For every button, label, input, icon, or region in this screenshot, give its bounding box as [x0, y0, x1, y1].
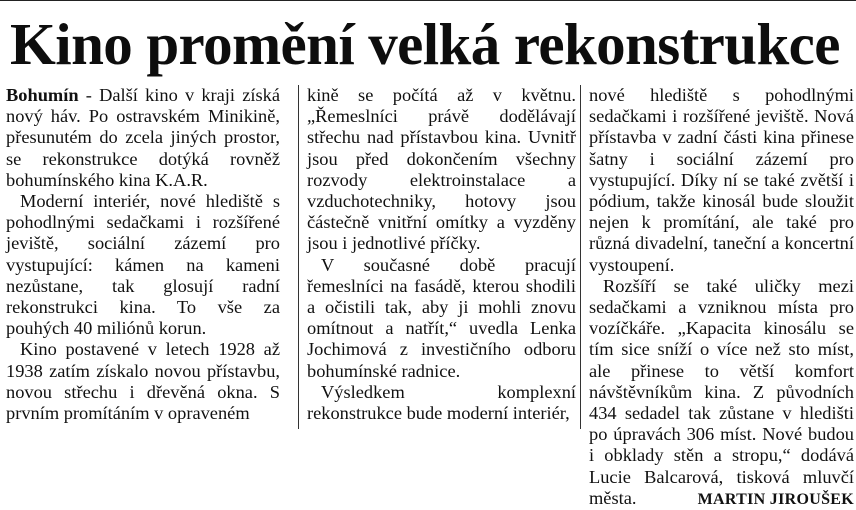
headline: Kino promění velká rekonstrukce — [10, 11, 840, 77]
paragraph-5-continued: nové hlediště s pohodlnými sedačkami i rozšířené jeviště. Nová přístavba v zadní části kina přinese šatny i sociální zázemí pro vystupující. Díky ní se také zvětší i pódium, takže kinosál bude sloužit nejen k promítání, ale také pro různá divadelní, taneční a koncertní vystoupení. — [589, 85, 854, 275]
paragraph-3-continued: kině se počítá až v květnu. „Řemeslníci právě dodělávají střechu nad přístavbou kina. Uvnitř jsou před dokončením všechny rozvody elektroinstalace a vzduchotechniky, hotovy jsou částečně vnitřní omítky a vyzděny jsou i jednotlivé příčky. — [307, 85, 576, 254]
paragraph-4: V současné době pracují řemeslníci na fasádě, kterou shodili a očistili tak, aby ji mohli znovu omítnout a natřít,“ uvedla Lenka Jochimová z investičního odboru bohumínské radnice. — [307, 254, 576, 381]
dateline: Bohumín — [6, 85, 79, 105]
paragraph-5: Výsledkem komplexní rekonstrukce bude moderní interiér, — [307, 381, 576, 424]
column-2 — [298, 85, 576, 429]
paragraph-1 — [6, 85, 280, 191]
byline: MARTIN JIROUŠEK — [697, 491, 854, 509]
paragraph-6: Rozšíří se také uličky mezi sedačkami a vzniknou místa pro vozíčkáře. „Kapacita kinosálu se tím sice sníží o více než sto míst, ale přinese to větší komfort návštěvníkům kina. Z původních 434 sedadel tak zůstane v hledišti po úpravách 306 míst. Nové budou i obklady stěn a stropu,“ dodává Lucie Balcarová, tisková mluvčí města. — [589, 275, 854, 508]
column-3 — [580, 85, 854, 509]
column-1 — [6, 85, 280, 429]
paragraph-2: Moderní interiér, nové hlediště s pohodlnými sedačkami i rozšířené jeviště, sociální zázemí pro vystupující: kámen na kameni nezůstane, tak glosují radní rekonstrukci kina. To vše za pouhých 40 miliónů korun. — [6, 191, 280, 339]
paragraph-1-text: - Další kino v kraji získá nový háv. Po ostravském Minikině, přesunutém do zcela jiných prostor, se rekonstrukce dotýká rovněž bohumínského kina K.A.R. — [6, 85, 280, 190]
paragraph-3: Kino postavené v letech 1928 až 1938 zatím získalo novou přístavbu, novou střechu i dřevěná okna. S prvním promítáním v opraveném — [6, 339, 280, 424]
